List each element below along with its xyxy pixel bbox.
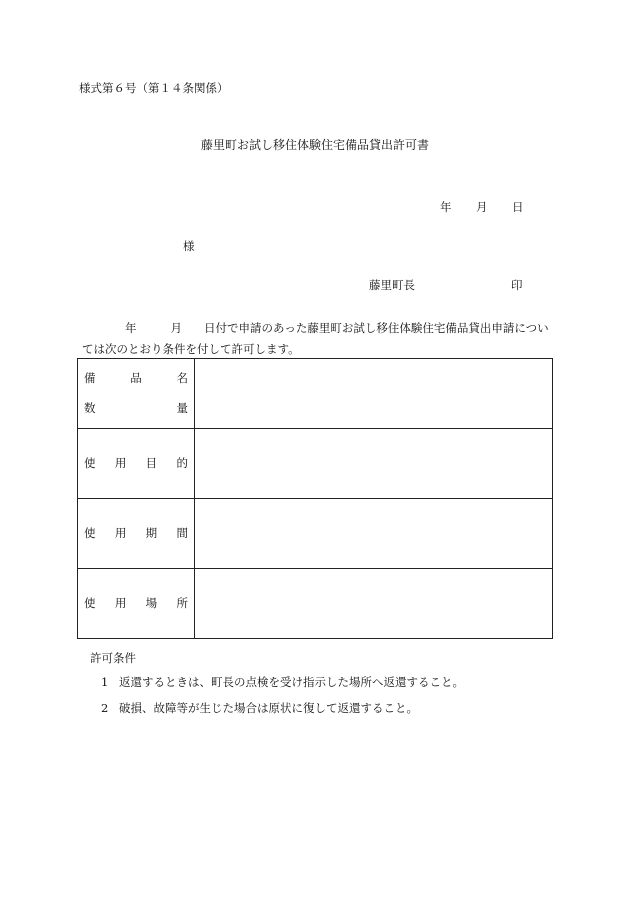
condition-number: 2 — [101, 701, 109, 715]
statement-year-label: 年 — [125, 321, 137, 335]
label-char: 所 — [176, 595, 188, 610]
label-char: 使 — [84, 595, 96, 610]
statement-text-line1: 日付で申請のあった藤里町お試し移住体験住宅備品貸出申請につい — [204, 321, 549, 335]
label-char: 使 — [84, 455, 96, 470]
condition-number: 1 — [101, 675, 109, 689]
date-day-label: 日 — [512, 200, 524, 214]
value-period[interactable] — [195, 499, 553, 569]
seal-mark: 印 — [511, 278, 523, 292]
label-item-name-quantity — [78, 359, 195, 429]
statement-text-line2: ては次のとおり条件を付して許可します。 — [82, 342, 300, 356]
label-location — [78, 569, 195, 639]
label-char: 目 — [145, 455, 158, 470]
label-char: 使 — [84, 525, 96, 540]
table-row-purpose — [78, 429, 553, 499]
condition-text: 返還するときは、町長の点検を受け指示した場所へ返還すること。 — [119, 675, 464, 689]
label-char: 品 — [130, 370, 142, 385]
form-number: 様式第６号（第１４条関係） — [79, 81, 229, 95]
date-year-label: 年 — [440, 200, 452, 214]
statement-month-label: 月 — [170, 321, 182, 335]
value-item-name-quantity[interactable] — [195, 359, 553, 429]
label-char: 量 — [176, 401, 188, 415]
permission-statement — [77, 318, 553, 360]
date-month-label: 月 — [476, 200, 488, 214]
label-char: 名 — [176, 370, 188, 385]
issuer-name: 藤里町長 — [369, 278, 415, 292]
table-row-item — [78, 359, 553, 429]
label-char: 数 — [84, 401, 96, 415]
label-char: 用 — [114, 455, 127, 470]
label-purpose — [78, 429, 195, 499]
label-char: 間 — [176, 525, 188, 540]
table-row-location — [78, 569, 553, 639]
label-char: 的 — [176, 455, 188, 470]
condition-text: 破損、故障等が生じた場合は原状に復して返還すること。 — [119, 701, 418, 715]
document-title: 藤里町お試し移住体験住宅備品貸出許可書 — [200, 138, 429, 152]
label-char: 用 — [114, 525, 127, 540]
label-char: 期 — [145, 525, 158, 540]
table-row-period — [78, 499, 553, 569]
addressee-honorific: 様 — [183, 239, 195, 253]
label-char: 備 — [84, 370, 96, 385]
value-location[interactable] — [195, 569, 553, 639]
label-item-name — [84, 370, 188, 385]
value-purpose[interactable] — [195, 429, 553, 499]
condition-item — [101, 677, 464, 689]
details-table — [77, 358, 553, 639]
label-quantity — [84, 403, 188, 415]
conditions-heading: 許可条件 — [90, 651, 136, 665]
label-char: 用 — [114, 595, 127, 610]
label-period — [78, 499, 195, 569]
condition-item — [101, 703, 418, 715]
label-char: 場 — [145, 595, 158, 610]
issue-date — [440, 202, 524, 214]
